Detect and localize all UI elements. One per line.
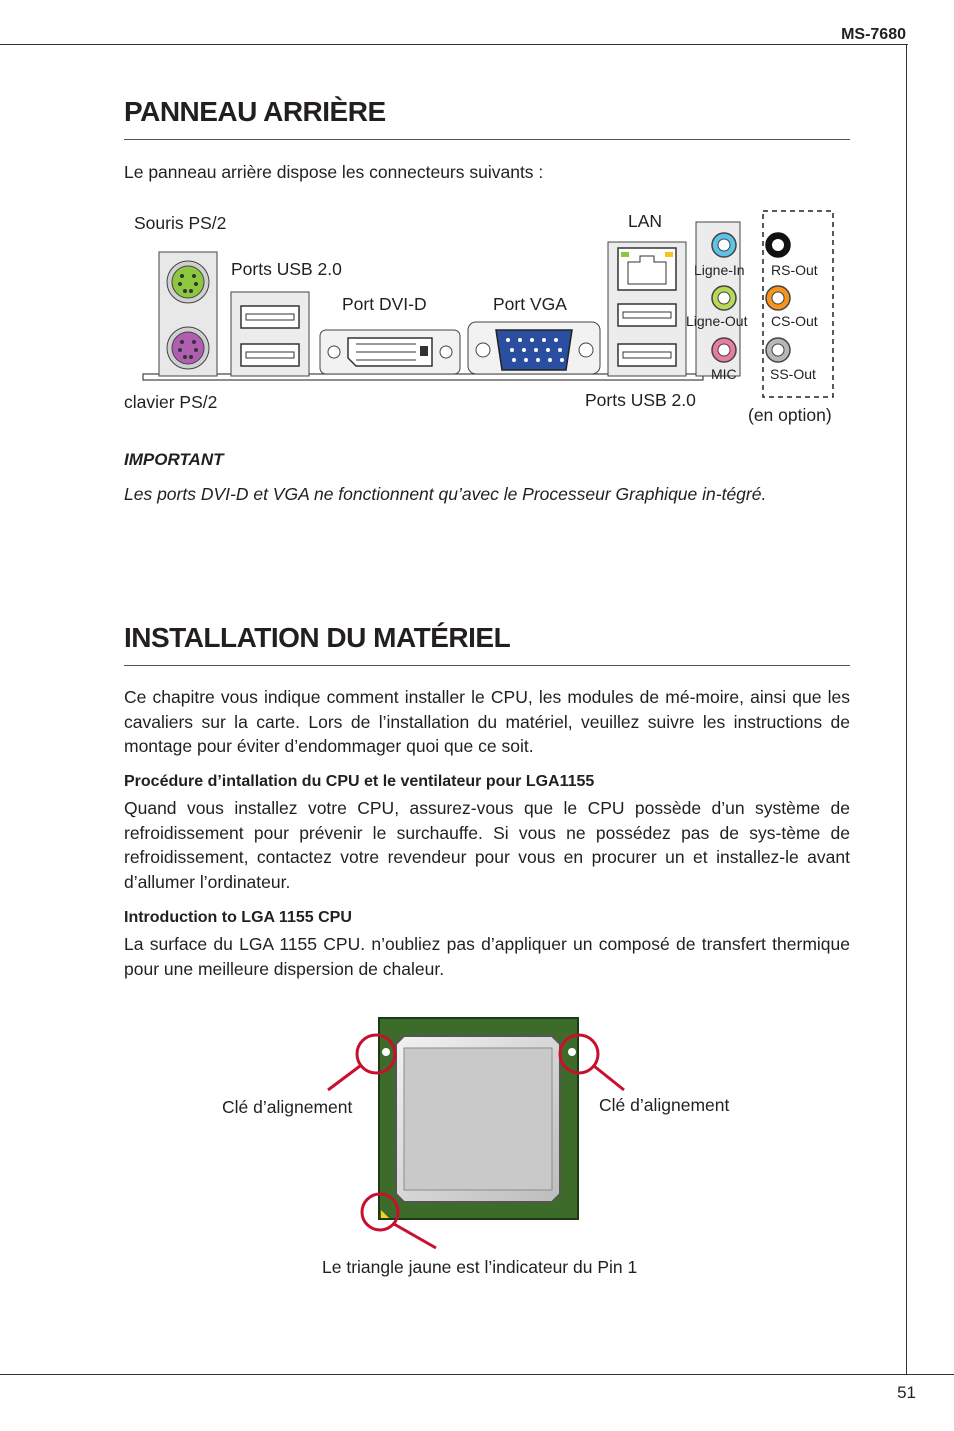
cpu-diagram [0,1000,954,1260]
bottom-border [0,1374,954,1375]
section-title-rear-panel: PANNEAU ARRIÈRE [124,96,386,127]
label-pin1-indicator: Le triangle jaune est l’indicateur du Pin 1 [322,1257,638,1277]
label-usb-top: Ports USB 2.0 [231,259,342,279]
label-line-out: Ligne-Out [686,313,748,329]
page-number: 51 [897,1383,916,1402]
label-keyboard: clavier PS/2 [124,392,218,412]
important-title: IMPORTANT [124,450,224,469]
lga1155-text: La surface du LGA 1155 CPU. n’oubliez pas d’appliquer un composé de transfert thermique pour une meilleure dispersion de chaleur. [124,934,850,979]
hardware-intro: Ce chapitre vous indique comment installer le CPU, les modules de mé-moire, ainsi que les cavaliers sur la carte. Lors de l’installation du matériel, veuillez suivre les instructions de montage pour éviter d’endommager quoi que ce soit. [124,687,850,756]
cpu-install-text: Quand vous installez votre CPU, assurez-vous que le CPU possède d’un système de refroidissement pour prévenir le surchauffe. Si vous ne possédez pas de sys-tème de refroidissement, contactez votre revendeur pour vous en procurer un et installez-le avant d’allumer l’ordinateur. [124,798,850,892]
label-ss-out: SS-Out [770,366,816,382]
label-mouse: Souris PS/2 [134,213,227,233]
label-alignment-key-left: Clé d’alignement [222,1097,353,1117]
label-vga: Port VGA [493,294,567,314]
subsection-title-cpu-install: Procédure d’intallation du CPU et le ventilateur pour LGA1155 [124,773,595,790]
label-optional: (en option) [748,405,832,425]
label-dvi: Port DVI-D [342,294,427,314]
section-title-hardware-install: INSTALLATION DU MATÉRIEL [124,622,511,653]
label-rs-out: RS-Out [771,262,818,278]
important-text: Les ports DVI-D et VGA ne fonctionnent qu’avec le Processeur Graphique in-tégré. [124,484,767,504]
label-usb-bottom: Ports USB 2.0 [585,390,696,410]
label-mic: MIC [711,366,737,382]
label-lan: LAN [628,211,663,231]
model-number: MS-7680 [841,26,906,43]
label-cs-out: CS-Out [771,313,818,329]
subsection-title-lga1155: Introduction to LGA 1155 CPU [124,909,352,926]
title-rule [124,665,850,666]
label-alignment-key-right: Clé d’alignement [599,1095,730,1115]
label-line-in: Ligne-In [694,262,745,278]
rear-panel-intro: Le panneau arrière dispose les connecteurs suivants : [124,162,544,182]
